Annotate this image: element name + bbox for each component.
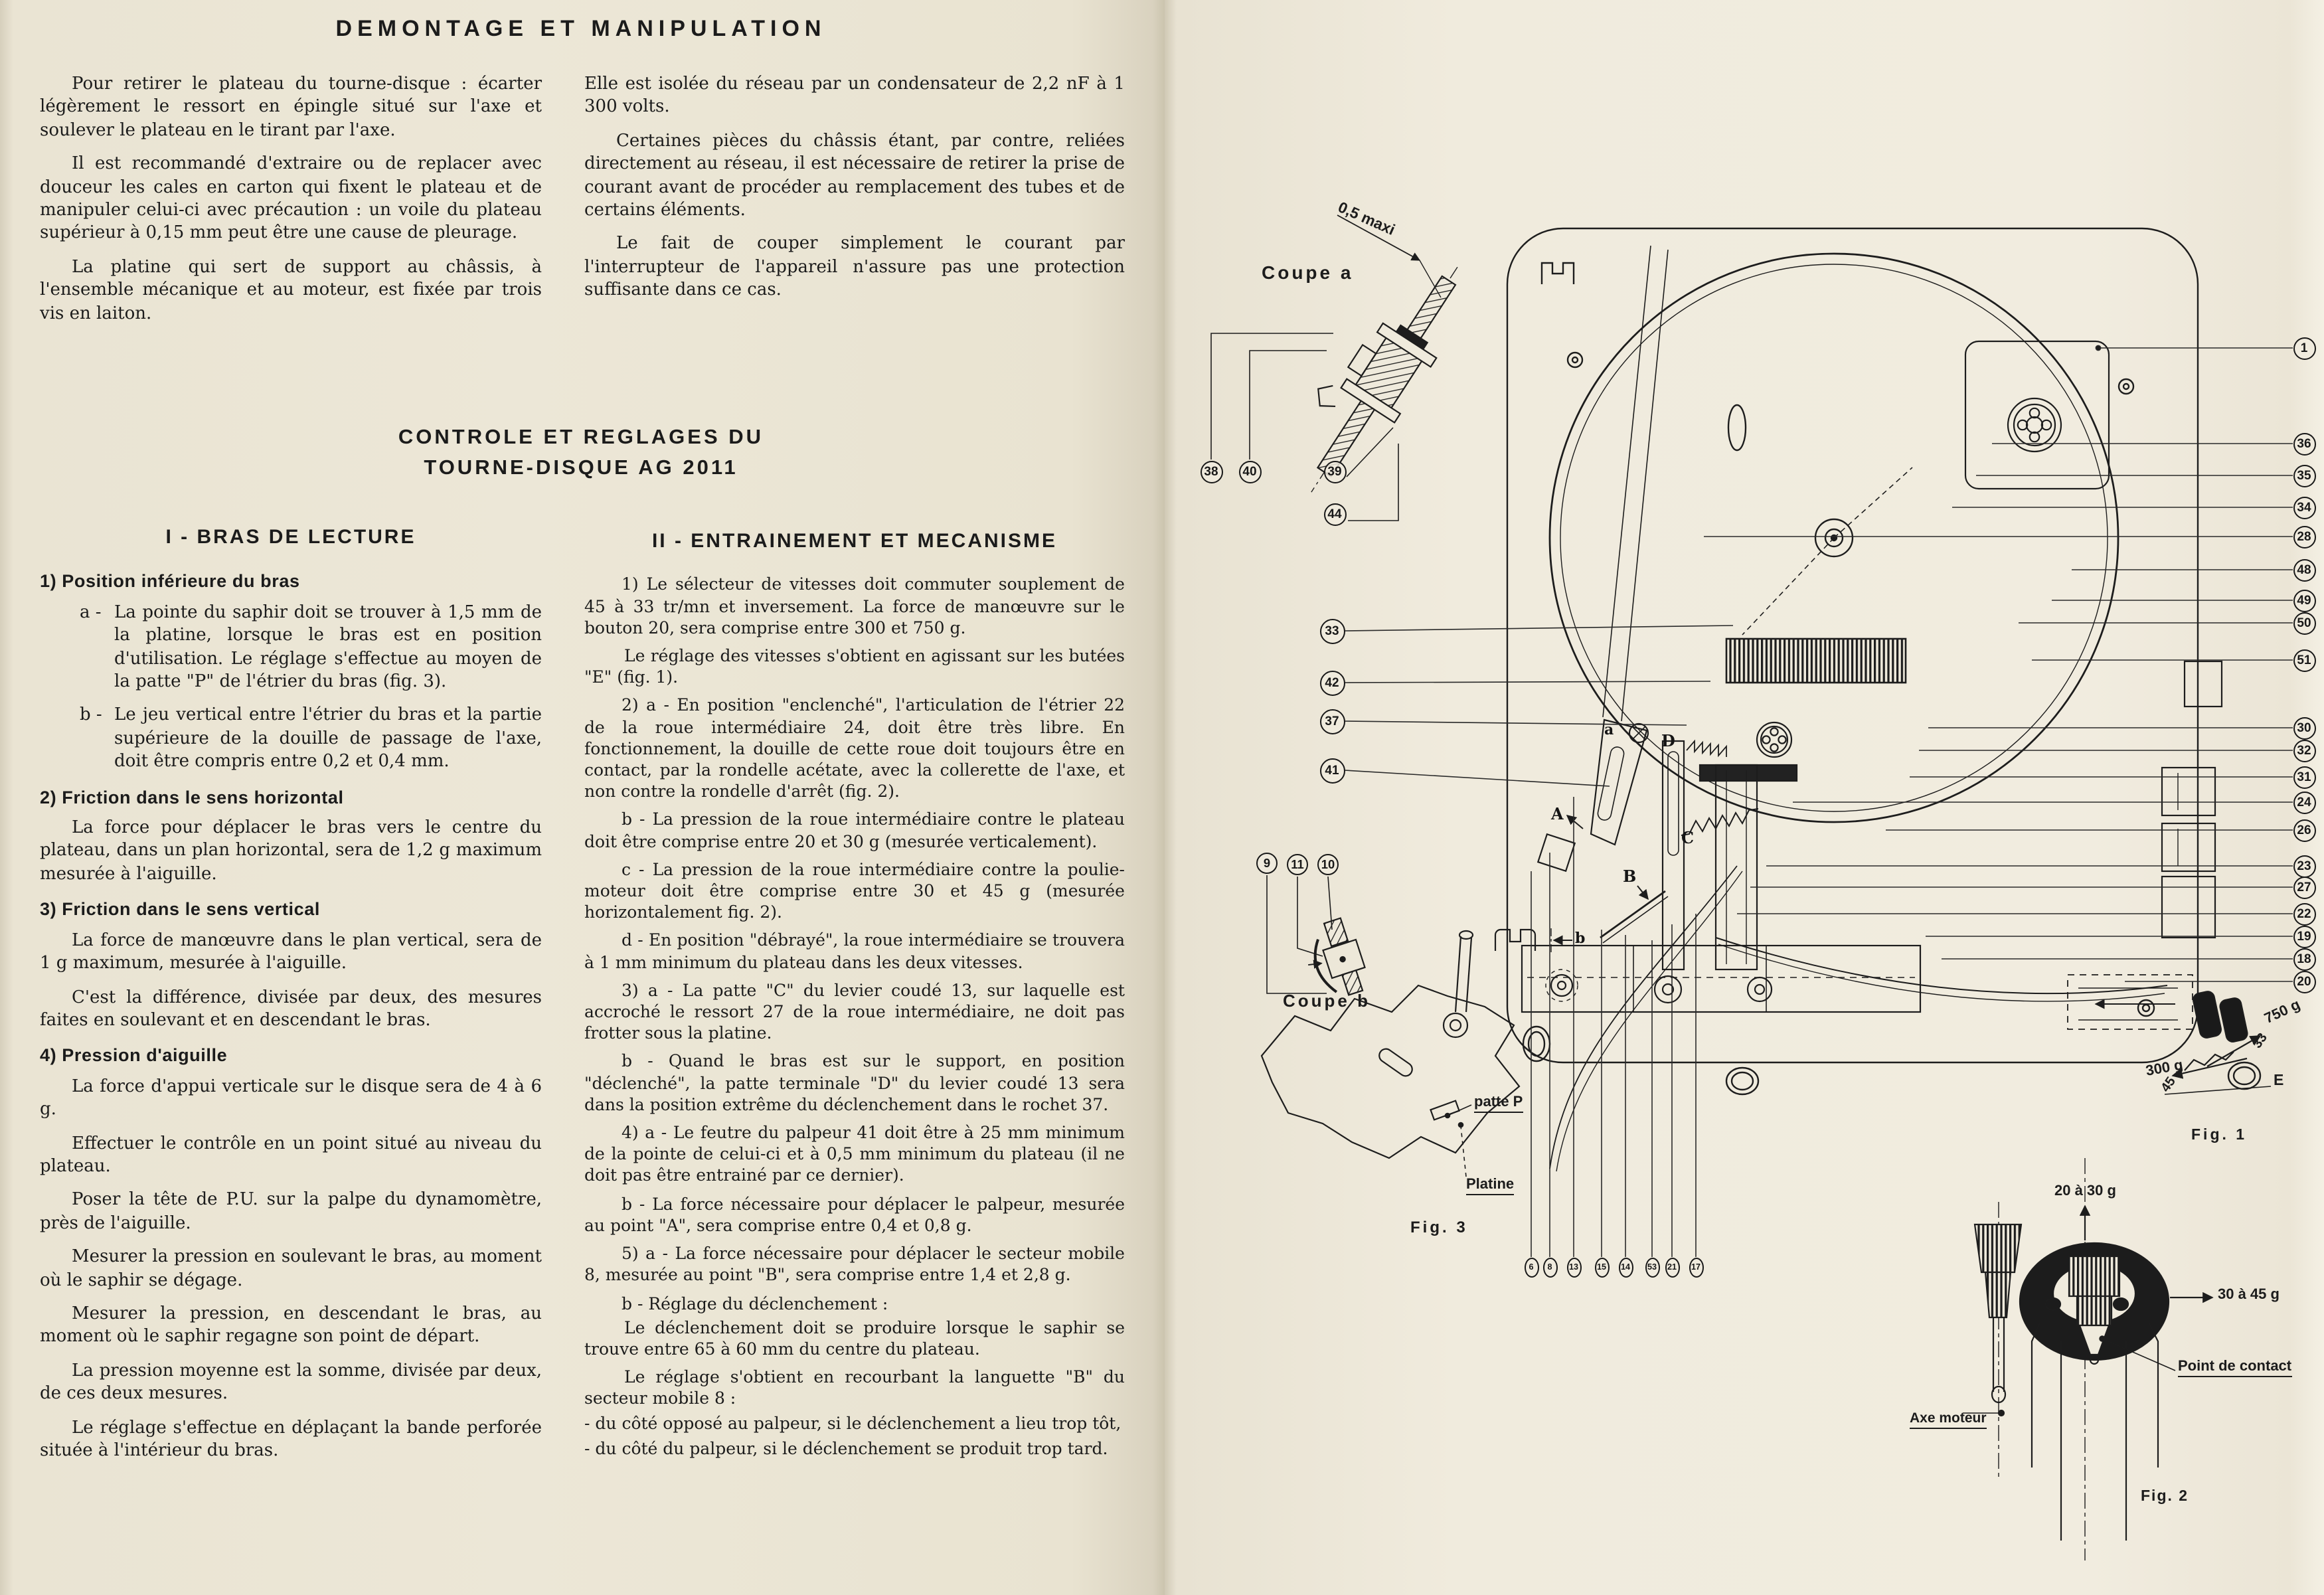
fig1-force-max: 750 g bbox=[2262, 997, 2303, 1027]
section-title-line1: CONTROLE ET REGLAGES DU bbox=[398, 426, 764, 449]
callout-1: 1 bbox=[2293, 337, 2315, 359]
callout-51: 51 bbox=[2293, 649, 2315, 671]
callout-26: 26 bbox=[2293, 819, 2315, 841]
fig3-drawing bbox=[1262, 931, 1519, 1177]
paragraph: b - La pression de la roue intermédiaire contre le plateau doit être comprise entre 20 et 30 g (mesurée verticalement). bbox=[584, 809, 1125, 851]
mechanism-group bbox=[1495, 246, 2222, 1171]
paragraph: b - Quand le bras est sur le support, en position "déclenché", la patte terminale "D" du levier coudé 13 sera dans la position extrême du déclenchement dans le rochet 37. bbox=[584, 1050, 1125, 1114]
paragraph: 1) Le sélecteur de vitesses doit commuter souplement de 45 à 33 tr/mn et inversement. La force de manœuvre sur le bouton 20, sera comprise entre 300 et 750 g. bbox=[584, 574, 1125, 637]
callout-9: 9 bbox=[1256, 853, 1278, 874]
callout-11: 11 bbox=[1287, 854, 1308, 875]
callout-35: 35 bbox=[2293, 464, 2315, 487]
page-title: DEMONTAGE ET MANIPULATION bbox=[335, 16, 827, 41]
callout-22: 22 bbox=[2293, 902, 2315, 925]
callout-24: 24 bbox=[2293, 791, 2315, 813]
leader-lines bbox=[1345, 345, 2293, 1257]
paragraph: La force d'appui verticale sur le disque sera de 4 à 6 g. bbox=[40, 1076, 542, 1120]
paragraph: Certaines pièces du châssis étant, par contre, reliées directement au réseau, il est nécessaire de retirer la prise de courant avant de procéder au remplacement des tubes et de certains éléments. bbox=[584, 131, 1125, 221]
callout-40: 40 bbox=[1238, 460, 1261, 483]
callout-27: 27 bbox=[2293, 876, 2315, 898]
dimension-label: 0,5 maxi bbox=[1335, 200, 1397, 239]
coupe-b-drawing bbox=[1267, 875, 1371, 1004]
fig2-horizontal-force: 30 à 45 g bbox=[2218, 1287, 2280, 1303]
callout-33: 33 bbox=[1319, 618, 1345, 643]
callout-32: 32 bbox=[2293, 739, 2315, 762]
callout-50: 50 bbox=[2293, 612, 2315, 634]
fig1-speed-33: 33 bbox=[2250, 1031, 2271, 1052]
callout-18: 18 bbox=[2293, 948, 2315, 970]
patte-d-label: D bbox=[1661, 732, 1675, 750]
coupe-a-label: Coupe a bbox=[1262, 262, 1354, 283]
fig1-speed-45: 45 bbox=[2158, 1074, 2179, 1096]
item-label: a - bbox=[80, 602, 102, 623]
callout-20: 20 bbox=[2293, 970, 2315, 993]
callout-14: 14 bbox=[1618, 1257, 1633, 1277]
section-a-label: a bbox=[1604, 721, 1614, 738]
heading-entrainement: II - ENTRAINEMENT ET MECANISME bbox=[651, 530, 1057, 552]
bullet: - du côté opposé au palpeur, si le déclenchement a lieu trop tôt, bbox=[584, 1412, 1121, 1433]
coupe-b-label: Coupe b bbox=[1283, 991, 1370, 1011]
paragraph: C'est la différence, divisée par deux, des mesures faites en soulevant et en descendant le bras. bbox=[40, 987, 542, 1031]
callout-36: 36 bbox=[2293, 432, 2315, 455]
callout-6: 6 bbox=[1524, 1257, 1538, 1277]
fig2-caption: Fig. 2 bbox=[2141, 1489, 2189, 1505]
subheading: 2) Friction dans le sens horizontal bbox=[40, 787, 344, 807]
subheading: 1) Position inférieure du bras bbox=[40, 571, 300, 592]
item-text: Le jeu vertical entre l'étrier du bras et la partie supérieure de la douille de passage de l'axe, doit être compris entre 0,2 et 0,4 mm. bbox=[114, 705, 542, 772]
paragraph: b - La force nécessaire pour déplacer le palpeur, mesurée au point "A", sera comprise entre 0,4 et 0,8 g. bbox=[584, 1193, 1125, 1235]
fig1-stop-e: E bbox=[2274, 1073, 2284, 1089]
paragraph: 2) a - En position "enclenché", l'articulation de l'étrier 22 de la roue intermédiaire 24, doit être très libre. En fonctionnement, la douille de cette roue doit toujours être en contact, par la rondelle acétate, avec la collerette de l'axe, et non contre la rondelle d'arrêt (fig. 2). bbox=[584, 695, 1125, 801]
paragraph: Le réglage s'obtient en recourbant la languette "B" du secteur mobile 8 : bbox=[584, 1367, 1125, 1408]
callout-19: 19 bbox=[2293, 925, 2315, 948]
callout-48: 48 bbox=[2293, 558, 2315, 581]
paragraph: La platine qui sert de support au châssis, à l'ensemble mécanique et au moteur, est fixée par trois vis en laiton. bbox=[40, 257, 542, 324]
point-b-label: B bbox=[1623, 867, 1637, 886]
fig2-vertical-force: 20 à 30 g bbox=[2054, 1183, 2116, 1199]
subheading: 3) Friction dans le sens vertical bbox=[40, 899, 320, 920]
callout-15: 15 bbox=[1594, 1257, 1609, 1277]
callout-30: 30 bbox=[2293, 716, 2315, 739]
paragraph: La force pour déplacer le bras vers le centre du plateau, dans un plan horizontal, sera de 1,2 g maximum mesurée à l'aiguille. bbox=[40, 818, 542, 884]
paragraph: Effectuer le contrôle en un point situé au niveau du plateau. bbox=[40, 1133, 542, 1177]
paragraph: Mesurer la pression, en descendant le bras, au moment où le saphir regagne son point de départ. bbox=[40, 1303, 542, 1347]
item-label: b - bbox=[80, 705, 102, 726]
paragraph: Mesurer la pression en soulevant le bras, au moment où le saphir se dégage. bbox=[40, 1247, 542, 1291]
fig3-caption: Fig. 3 bbox=[1410, 1218, 1468, 1236]
item-text: La pointe du saphir doit se trouver à 1,5 mm de la platine, lorsque le bras est en position d'utilisation. Le réglage s'effectue au moyen de la patte "P" de l'étrier du bras (fig. 3). bbox=[114, 602, 542, 693]
bullet: - du côté du palpeur, si le déclenchement se produit trop tard. bbox=[584, 1438, 1108, 1458]
callout-31: 31 bbox=[2293, 766, 2315, 788]
callout-17: 17 bbox=[1689, 1257, 1703, 1277]
callout-41: 41 bbox=[1319, 758, 1345, 783]
fig1-force-min: 300 g bbox=[2144, 1057, 2185, 1080]
paragraph: Elle est isolée du réseau par un condensateur de 2,2 nF à 1 300 volts. bbox=[584, 74, 1125, 118]
subheading: 4) Pression d'aiguille bbox=[40, 1045, 228, 1066]
paragraph: Le réglage des vitesses s'obtient en agissant sur les butées "E" (fig. 1). bbox=[584, 645, 1125, 687]
callout-10: 10 bbox=[1317, 854, 1339, 875]
callout-37: 37 bbox=[1319, 709, 1345, 734]
heading-bras-de-lecture: I - BRAS DE LECTURE bbox=[165, 526, 416, 548]
point-a-label: A bbox=[1551, 805, 1564, 823]
paragraph: La force de manœuvre dans le plan vertical, sera de 1 g maximum, mesurée à l'aiguille. bbox=[40, 930, 542, 974]
paragraph: Le réglage s'effectue en déplaçant la bande perforée située à l'intérieur du bras. bbox=[40, 1418, 542, 1461]
fig1-caption: Fig. 1 bbox=[2191, 1128, 2248, 1143]
callout-39: 39 bbox=[1323, 460, 1346, 483]
callout-28: 28 bbox=[2293, 525, 2315, 548]
paragraph: Pour retirer le plateau du tourne-disque : écarter légèrement le ressort en épingle situé sur l'axe et soulever le plateau en le tirant par l'axe. bbox=[40, 74, 542, 141]
callout-13: 13 bbox=[1566, 1257, 1581, 1277]
axe-moteur-label: Axe moteur bbox=[1910, 1410, 1987, 1429]
paragraph: Le fait de couper simplement le courant par l'interrupteur de l'appareil n'assure pas une protection suffisante dans ce cas. bbox=[584, 234, 1125, 301]
callout-42: 42 bbox=[1319, 670, 1345, 695]
paragraph: c - La pression de la roue intermédiaire contre la poulie-moteur doit être comprise entre 30 et 45 g (mesurée horizontalement fig. 2). bbox=[584, 859, 1125, 922]
paragraph: Il est recommandé d'extraire ou de replacer avec douceur les cales en carton qui fixent le plateau et de manipuler celui-ci avec précaution : un voile du plateau supérieur à 0,15 mm peut être une cause de pleurage. bbox=[40, 154, 542, 244]
patte-c-label: C bbox=[1681, 829, 1695, 847]
paragraph: 4) a - Le feutre du palpeur 41 doit être à 25 mm minimum de la pointe de celui-ci et à 0,5 mm minimum du plateau (il ne doit pas être entrainé par ce dernier). bbox=[584, 1122, 1125, 1185]
point-de-contact-label: Point de contact bbox=[2178, 1359, 2291, 1377]
callout-49: 49 bbox=[2293, 589, 2315, 612]
callout-44: 44 bbox=[1323, 503, 1346, 525]
paragraph: 3) a - La patte "C" du levier coudé 13, sur laquelle est accroché le ressort 27 de la roue intermédiaire, ne doit pas frotter sous la platine. bbox=[584, 979, 1125, 1043]
platine-label: Platine bbox=[1466, 1177, 1514, 1195]
callout-34: 34 bbox=[2293, 496, 2315, 519]
paragraph: La pression moyenne est la somme, divisée par deux, de ces deux mesures. bbox=[40, 1361, 542, 1404]
callout-53: 53 bbox=[1645, 1257, 1659, 1277]
callout-21: 21 bbox=[1665, 1257, 1679, 1277]
paragraph: Le déclenchement doit se produire lorsque le saphir se trouve entre 65 à 60 mm du centre du plateau. bbox=[584, 1317, 1125, 1359]
callout-8: 8 bbox=[1542, 1257, 1557, 1277]
callout-23: 23 bbox=[2293, 855, 2315, 877]
paragraph: b - Réglage du déclenchement : bbox=[622, 1293, 888, 1313]
callout-38: 38 bbox=[1200, 460, 1222, 483]
paragraph: Poser la tête de P.U. sur la palpe du dynamomètre, près de l'aiguille. bbox=[40, 1190, 542, 1234]
patte-p-label: patte P bbox=[1474, 1094, 1523, 1113]
paragraph: d - En position "débrayé", la roue intermédiaire se trouvera à 1 mm minimum du plateau dans les deux vitesses. bbox=[584, 930, 1125, 972]
section-title-line2: TOURNE-DISQUE AG 2011 bbox=[424, 457, 738, 479]
section-b-label: b bbox=[1575, 930, 1586, 947]
paragraph: 5) a - La force nécessaire pour déplacer le secteur mobile 8, mesurée au point "B", sera comprise entre 1,4 et 2,8 g. bbox=[584, 1243, 1125, 1285]
